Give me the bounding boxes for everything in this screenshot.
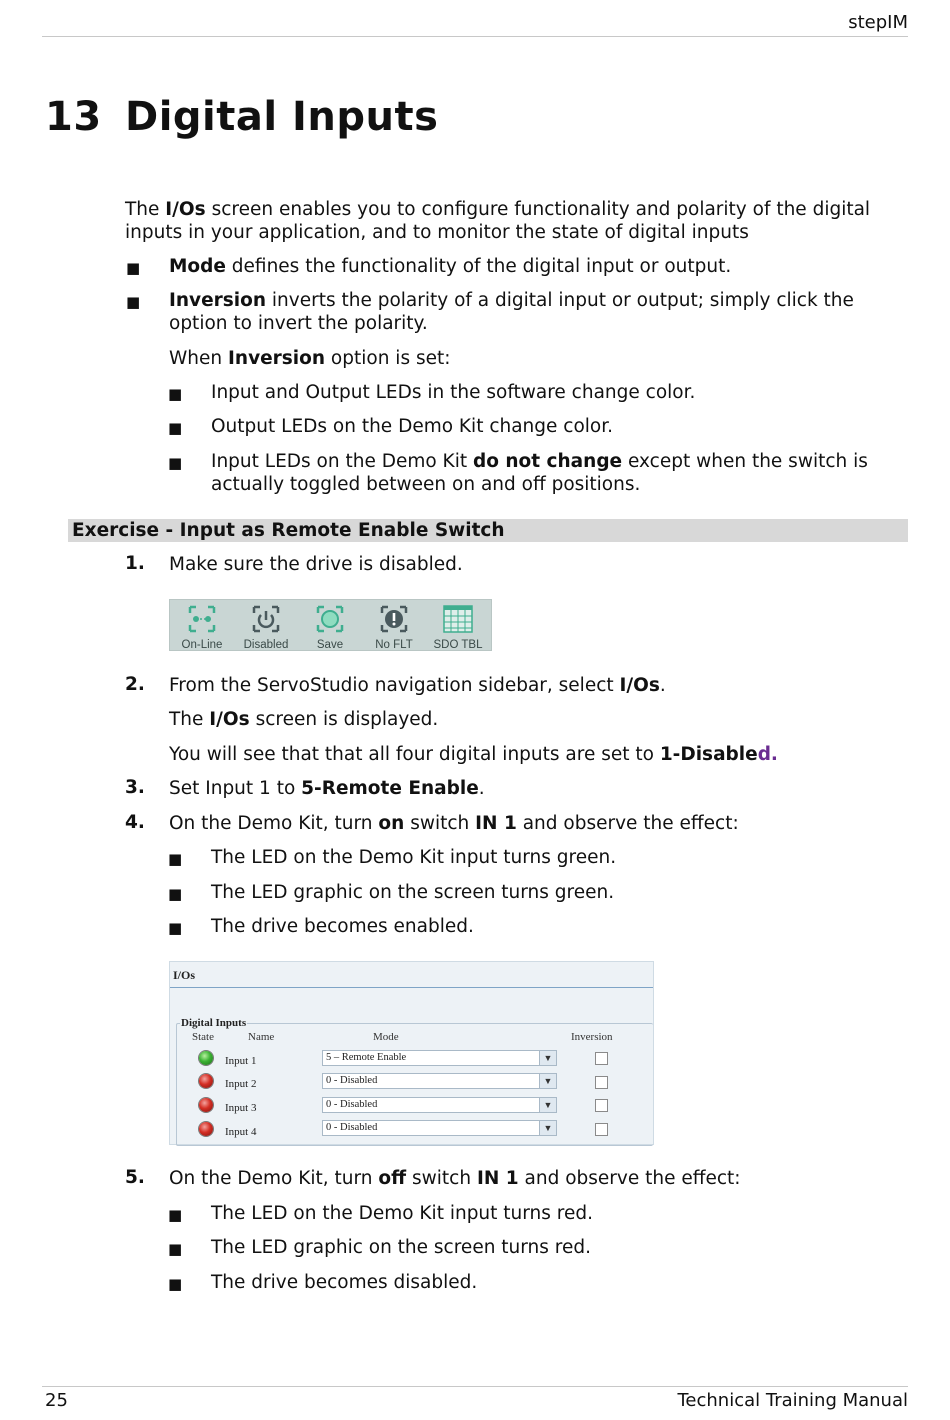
input-2-mode-value: 0 - Disabled — [326, 1075, 378, 1086]
toolbar-screenshot — [169, 599, 492, 651]
online-button — [170, 600, 234, 652]
step-5-sub-2: The LED graphic on the screen turns red. — [211, 1237, 592, 1258]
input-2-inversion-checkbox[interactable] — [595, 1076, 608, 1089]
header-rule — [42, 36, 908, 37]
step-text: The — [169, 709, 210, 730]
sub-bullet-square-icon: ■ — [168, 885, 183, 903]
when-inversion-text — [169, 347, 450, 370]
input-4-name: Input 4 — [225, 1126, 257, 1138]
sub-bullet-square-icon: ■ — [168, 1240, 183, 1258]
step-4-text — [169, 812, 739, 835]
step-text: . — [478, 778, 485, 799]
input-1-inversion-checkbox[interactable] — [595, 1052, 608, 1065]
step-text: On the Demo Kit, turn — [169, 813, 379, 834]
sub-bullet-3 — [211, 450, 868, 473]
bullet-square-icon: ■ — [126, 293, 141, 311]
sub-bullet-square-icon: ■ — [168, 454, 183, 472]
toolbar-label: Save — [316, 639, 344, 651]
step-bold: 5-Remote Enable — [301, 778, 479, 799]
intro-line-1 — [125, 198, 870, 221]
step-5-sub-3: The drive becomes disabled. — [211, 1272, 478, 1293]
chevron-down-icon[interactable]: ▼ — [539, 1121, 556, 1135]
fault-icon — [379, 604, 409, 634]
intro-text: The — [125, 199, 166, 220]
sub-bullet-square-icon: ■ — [168, 419, 183, 437]
step-5-sub-1: The LED on the Demo Kit input turns red. — [211, 1203, 594, 1224]
chapter-number: 13 — [45, 94, 102, 140]
bullet-inversion-line-2: option to invert the polarity. — [169, 313, 428, 334]
step-text: and observe the effect: — [518, 1168, 741, 1189]
step-bold: IN 1 — [475, 813, 517, 834]
when-text: When — [169, 348, 229, 369]
step-1-text: Make sure the drive is disabled. — [169, 554, 463, 575]
input-1-state-led-icon — [199, 1051, 213, 1065]
column-header-mode: Mode — [373, 1031, 399, 1043]
input-2-state-led-icon — [199, 1074, 213, 1088]
digital-inputs-group-label: Digital Inputs — [181, 1017, 247, 1029]
step-4-sub-1: The LED on the Demo Kit input turns green. — [211, 847, 617, 868]
step-bold: IN 1 — [476, 1168, 519, 1189]
sdo-table-button — [426, 600, 490, 652]
ios-title-divider — [170, 987, 653, 988]
sub-bullet-square-icon: ■ — [168, 1275, 183, 1293]
step-number: 1. — [125, 553, 145, 574]
input-4-inversion-checkbox[interactable] — [595, 1123, 608, 1136]
step-2-line-2 — [169, 708, 438, 731]
step-text: From the ServoStudio navigation sidebar, select — [169, 675, 620, 696]
toolbar-label: Disabled — [243, 639, 289, 651]
step-4-sub-2: The LED graphic on the screen turns green. — [211, 882, 615, 903]
when-text: option is set: — [325, 348, 451, 369]
chevron-down-icon[interactable]: ▼ — [539, 1098, 556, 1112]
sub-bullet-bold: do not change — [472, 451, 623, 472]
column-header-name: Name — [248, 1031, 275, 1043]
toolbar-label: On-Line — [181, 639, 223, 651]
step-number: 5. — [125, 1167, 145, 1188]
save-icon — [315, 604, 345, 634]
input-3-inversion-checkbox[interactable] — [595, 1099, 608, 1112]
bullet-text: inverts the polarity of a digital input or output; simply click the — [266, 290, 854, 311]
sub-bullet-3-line-2: actually toggled between on and off positions. — [211, 474, 641, 495]
when-bold: Inversion — [228, 348, 326, 369]
step-4-sub-3: The drive becomes enabled. — [211, 916, 474, 937]
step-text: . — [659, 675, 666, 696]
input-3-state-led-icon — [199, 1098, 213, 1112]
step-text: switch — [406, 1168, 477, 1189]
step-number: 4. — [125, 812, 145, 833]
step-bold: I/Os — [209, 709, 250, 730]
step-text: On the Demo Kit, turn — [169, 1168, 379, 1189]
step-bold-purple: d. — [757, 744, 778, 765]
page-number: 25 — [45, 1390, 68, 1411]
sub-bullet-2: Output LEDs on the Demo Kit change color. — [211, 416, 614, 437]
ios-panel-screenshot — [169, 961, 654, 1145]
toolbar-label: No FLT — [375, 639, 413, 651]
power-icon — [251, 604, 281, 634]
chevron-down-icon[interactable]: ▼ — [539, 1074, 556, 1088]
bullet-square-icon: ■ — [126, 259, 141, 277]
sub-bullet-square-icon: ■ — [168, 850, 183, 868]
toolbar-label: SDO TBL — [433, 639, 483, 651]
step-number: 3. — [125, 777, 145, 798]
online-icon — [187, 604, 217, 634]
input-4-mode-select[interactable] — [322, 1120, 557, 1136]
input-1-mode-select[interactable] — [322, 1050, 557, 1066]
input-3-name: Input 3 — [225, 1102, 257, 1114]
input-4-mode-value: 0 - Disabled — [326, 1122, 378, 1133]
chevron-down-icon[interactable]: ▼ — [539, 1051, 556, 1065]
chapter-title-text: Digital Inputs — [125, 94, 439, 140]
footer-rule — [42, 1386, 908, 1387]
header-product-name: stepIM — [848, 12, 908, 33]
step-bold: off — [378, 1168, 407, 1189]
input-4-state-led-icon — [199, 1122, 213, 1136]
step-text: You will see that that all four digital inputs are set to — [169, 744, 660, 765]
manual-title: Technical Training Manual — [677, 1390, 908, 1411]
chapter-title — [45, 94, 438, 140]
step-text: screen is displayed. — [249, 709, 439, 730]
sub-bullet-text: Input LEDs on the Demo Kit — [211, 451, 473, 472]
exercise-heading: Exercise - Input as Remote Enable Switch — [68, 519, 908, 542]
column-header-state: State — [192, 1031, 214, 1043]
step-2-line-3 — [169, 743, 778, 766]
step-3-text — [169, 777, 485, 800]
bullet-bold: Inversion — [169, 290, 267, 311]
sub-bullet-1: Input and Output LEDs in the software change color. — [211, 382, 696, 403]
sub-bullet-square-icon: ■ — [168, 919, 183, 937]
sub-bullet-square-icon: ■ — [168, 1206, 183, 1224]
step-text: Set Input 1 to — [169, 778, 302, 799]
sub-bullet-square-icon: ■ — [168, 385, 183, 403]
table-icon — [443, 604, 473, 634]
input-2-mode-select[interactable] — [322, 1073, 557, 1089]
disabled-button — [234, 600, 298, 652]
save-button — [298, 600, 362, 652]
intro-line-2: inputs in your application, and to monitor the state of digital inputs — [125, 222, 749, 243]
input-1-name: Input 1 — [225, 1055, 257, 1067]
bullet-mode — [169, 255, 731, 278]
column-header-inversion: Inversion — [571, 1031, 613, 1043]
input-3-mode-select[interactable] — [322, 1097, 557, 1113]
intro-text: screen enables you to configure functionality and polarity of the digital — [205, 199, 871, 220]
bullet-text: defines the functionality of the digital input or output. — [225, 256, 732, 277]
step-text: and observe the effect: — [516, 813, 739, 834]
step-bold: on — [378, 813, 405, 834]
step-bold: I/Os — [619, 675, 660, 696]
bullet-bold: Mode — [169, 256, 226, 277]
no-fault-button — [362, 600, 426, 652]
input-1-mode-value: 5 – Remote Enable — [326, 1052, 407, 1063]
step-2-text — [169, 674, 666, 697]
step-text: switch — [404, 813, 476, 834]
bullet-inversion — [169, 289, 854, 312]
step-number: 2. — [125, 674, 145, 695]
sub-bullet-text: except when the switch is — [622, 451, 868, 472]
intro-bold: I/Os — [165, 199, 206, 220]
step-bold: 1-Disable — [659, 744, 758, 765]
input-3-mode-value: 0 - Disabled — [326, 1099, 378, 1110]
input-2-name: Input 2 — [225, 1078, 257, 1090]
step-5-text — [169, 1167, 741, 1190]
ios-panel-title: I/Os — [173, 968, 196, 982]
